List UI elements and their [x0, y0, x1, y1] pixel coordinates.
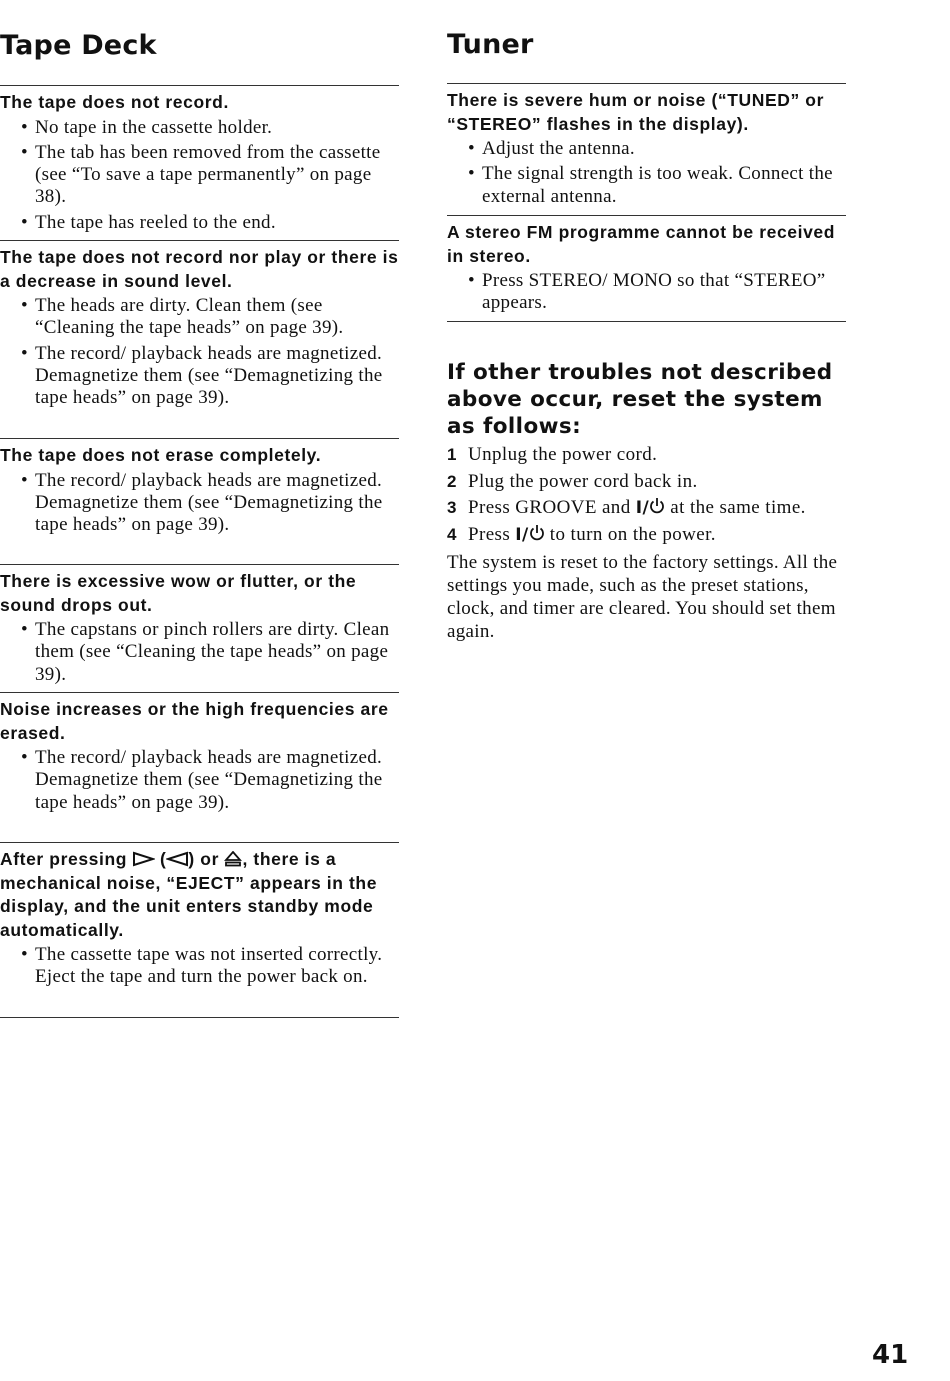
reset-step	[447, 444, 846, 471]
solution-item: • The capstans or pinch rollers are dirty. Clean them (see “Cleaning the tape heads” on page 39).	[0, 619, 399, 686]
solution-list	[0, 295, 399, 409]
reset-step	[447, 524, 846, 551]
step-number: 4	[447, 525, 457, 545]
solution-item: • The signal strength is too weak. Connect the external antenna.	[447, 163, 846, 208]
power-icon	[529, 524, 545, 542]
troubleshoot-entry	[0, 692, 399, 817]
troubleshoot-entry	[0, 842, 399, 992]
troubleshoot-entry	[0, 85, 399, 237]
solution-item: • The cassette tape was not inserted correctly. Eject the tape and turn the power back on.	[0, 944, 399, 989]
solution-list	[0, 470, 399, 537]
solution-item: • Press STEREO/ MONO so that “STEREO” appears.	[447, 270, 846, 315]
reset-steps	[447, 444, 846, 551]
solution-list	[0, 944, 399, 989]
problem-heading: The tape does not record nor play or there is a decrease in sound level.	[0, 247, 399, 291]
step-text-part: Press	[468, 524, 511, 546]
reset-step	[447, 497, 846, 524]
reset-heading: If other troubles not described above occur, reset the system as follows:	[447, 360, 833, 439]
step-number: 2	[447, 471, 457, 491]
solution-item: • The tape has reeled to the end.	[0, 212, 399, 234]
solution-item: • Adjust the antenna.	[447, 138, 846, 160]
problem-heading-part: (	[159, 849, 167, 869]
reset-note: The system is reset to the factory settings. All the settings you made, such as the preset stations, clock, and timer are cleared. You should set them again.	[447, 552, 838, 642]
problem-heading: The tape does not erase completely.	[0, 445, 322, 465]
step-text	[468, 497, 806, 519]
play-icon	[133, 851, 155, 867]
solution-list	[0, 117, 399, 234]
solution-item: • No tape in the cassette holder.	[0, 117, 399, 139]
solution-list	[0, 619, 399, 686]
problem-heading: A stereo FM programme cannot be received in stereo.	[447, 222, 836, 266]
solution-item: • The record/ playback heads are magnetized. Demagnetize them (see “Demagnetizing the tape heads” on page 39).	[0, 343, 399, 410]
troubleshoot-entry	[0, 564, 399, 689]
power-label: I/	[635, 498, 650, 519]
problem-heading: There is excessive wow or flutter, or the sound drops out.	[0, 571, 357, 615]
solution-list	[0, 747, 399, 814]
problem-heading: The tape does not record.	[0, 92, 229, 112]
section-title-tape-deck: Tape Deck	[0, 30, 157, 61]
step-text	[468, 524, 716, 546]
section-divider	[0, 1017, 399, 1018]
problem-heading-part: , there is a mechanical noise, “EJECT” appears in the display, and the unit enters standby mode automatically.	[0, 849, 378, 940]
step-text-part: Press GROOVE and	[468, 497, 631, 519]
eject-icon	[224, 851, 242, 867]
solution-item: • The record/ playback heads are magnetized. Demagnetize them (see “Demagnetizing the tape heads” on page 39).	[0, 470, 399, 537]
section-title-tuner: Tuner	[447, 29, 534, 60]
power-label: I/	[515, 525, 529, 546]
troubleshoot-entry	[0, 438, 399, 539]
reset-step	[447, 471, 846, 498]
solution-list	[447, 138, 846, 208]
solution-item: • The tab has been removed from the cassette (see “To save a tape permanently” on page 38).	[0, 142, 399, 209]
step-number: 1	[447, 445, 457, 464]
solution-item: • The record/ playback heads are magnetized. Demagnetize them (see “Demagnetizing the tape heads” on page 39).	[0, 747, 399, 814]
troubleshoot-entry	[0, 240, 399, 412]
solution-list	[447, 270, 846, 315]
troubleshoot-entry	[447, 83, 846, 211]
problem-heading: Noise increases or the high frequencies are erased.	[0, 699, 389, 743]
problem-heading: There is severe hum or noise (“TUNED” or “STEREO” flashes in the display).	[447, 90, 825, 134]
power-icon	[649, 497, 665, 515]
step-text: Plug the power cord back in.	[468, 470, 698, 492]
step-text-part: at the same time.	[670, 497, 806, 519]
troubleshoot-entry	[447, 215, 846, 318]
reverse-play-icon	[166, 851, 188, 867]
step-text-part: to turn on the power.	[549, 524, 716, 546]
section-divider	[447, 321, 846, 322]
problem-heading	[0, 848, 399, 942]
solution-item: • The heads are dirty. Clean them (see “Cleaning the tape heads” on page 39).	[0, 295, 399, 340]
problem-heading-part: After pressing	[0, 849, 128, 869]
page-number: 41	[872, 1340, 909, 1370]
step-text: Unplug the power cord.	[468, 444, 658, 465]
step-number: 3	[447, 498, 457, 518]
problem-heading-part: ) or	[188, 849, 220, 869]
